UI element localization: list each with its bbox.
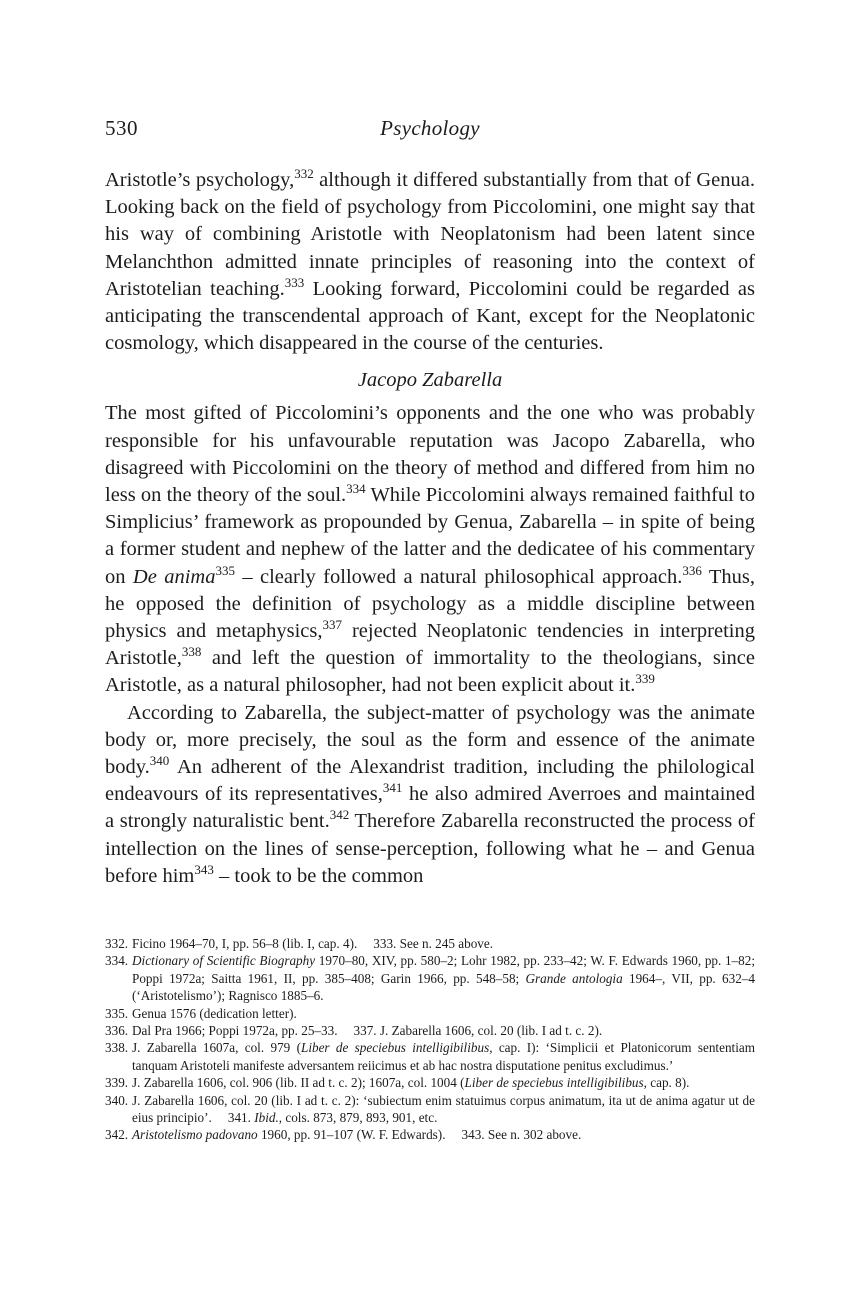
footnote-reference: 335: [215, 562, 235, 578]
text-run: According to Zabarella, the subject-matter of psychology was the animate body or, more precisely, the soul as the form and essence of the animate body.: [105, 701, 755, 779]
footnote-reference: 333: [284, 274, 305, 290]
text-run: Looking forward, Piccolomini could be regarded as anticipating the transcendental approach of Kant, except for the Neoplatonic cosmology, which disappeared in the course of the centuries.: [105, 277, 755, 355]
text-run: 1964–, VII, pp. 632–4 (‘Aristotelismo’); Ragnisco 1885–6.: [132, 970, 755, 1004]
text-run: An adherent of the Alexandrist tradition, including the philological endeavours of its representatives,: [105, 756, 755, 806]
footnote-number: 336.: [105, 1023, 129, 1039]
text-run: , cols. 873, 879, 893, 901, etc.: [278, 1110, 438, 1126]
section-heading: Jacopo Zabarella: [357, 369, 503, 392]
text-run: rejected Neoplatonic tendencies in interpreting Aristotle,: [105, 620, 755, 670]
italic-text: Aristotelismo padovano: [132, 1127, 258, 1143]
footnote: [105, 935, 755, 952]
footnote-number: 337.: [353, 1023, 380, 1039]
page-header: [105, 116, 755, 146]
footnote: [105, 1022, 755, 1039]
footnote-number: 343.: [461, 1127, 488, 1143]
footnote-reference: 338: [181, 644, 202, 660]
footnote-number: 342.: [105, 1127, 129, 1143]
text-run: J. Zabarella 1606, col. 906 (lib. II ad t. c. 2); 1607a, col. 1004 (: [132, 1075, 465, 1091]
text-run: Ficino 1964–70, I, pp. 56–8 (lib. I, cap. 4).: [132, 936, 358, 951]
footnote: [105, 1092, 755, 1127]
footnote-number: 333.: [373, 936, 400, 951]
footnote: [105, 1005, 755, 1022]
footnote-number: 332.: [105, 936, 129, 951]
footnote-reference: 343: [194, 861, 214, 877]
italic-text: De anima: [132, 565, 216, 588]
footnote-number: 334.: [105, 953, 129, 969]
footnotes: [105, 935, 755, 1144]
text-run: J. Zabarella 1606, col. 20 (lib. I ad t. c. 2): ‘subiectum enim statuimus corpus animatum, ita ut de anima agatur ut de eius principio’.: [132, 1092, 755, 1126]
paragraph: [105, 400, 755, 699]
italic-text: Grande antologia: [525, 970, 623, 986]
text-run: and left the question of immortality to the theologians, since Aristotle, as a natural philosopher, had not been explicit about it.: [105, 647, 755, 697]
footnote-number: 340.: [105, 1092, 129, 1108]
footnote: [105, 1039, 755, 1074]
footnote: [105, 952, 755, 1004]
footnote-reference: 340: [149, 753, 170, 769]
footnote-reference: 339: [635, 671, 655, 687]
footnote-reference: 342: [329, 807, 350, 823]
paragraph: [105, 167, 755, 357]
main-text: [105, 167, 755, 890]
text-run: J. Zabarella 1606, col. 20 (lib. I ad t. c. 2).: [379, 1023, 603, 1039]
footnote-number: 335.: [105, 1005, 129, 1021]
text-run: J. Zabarella 1607a, col. 979 (: [132, 1040, 301, 1056]
text-run: – clearly followed a natural philosophical approach.: [234, 565, 683, 588]
footnote-reference: 334: [346, 481, 366, 497]
text-run: Dal Pra 1966; Poppi 1972a, pp. 25–33.: [132, 1023, 338, 1039]
text-run: Therefore Zabarella reconstructed the process of intellection on the lines of sense-perception, following what he – and Genua before him: [105, 810, 755, 887]
text-run: The most gifted of Piccolomini’s opponents and the one who was probably responsible for his unfavourable reputation was Jacopo Zabarella, who disagreed with Piccolomini on the theory of method and differed from him no less on the theory of the soul.: [105, 402, 755, 507]
footnote-reference: 341: [382, 780, 403, 796]
paragraph: [105, 700, 755, 890]
text-run: See n. 245 above.: [399, 936, 494, 951]
footnote-reference: 336: [682, 562, 702, 578]
footnote-number: 341.: [227, 1110, 255, 1126]
italic-text: Liber de speciebus intelligibilibus: [464, 1075, 644, 1091]
running-head: Psychology: [380, 116, 480, 140]
text-run: See n. 302 above.: [487, 1127, 582, 1143]
text-run: Genua 1576 (dedication letter).: [132, 1005, 297, 1021]
footnote: [105, 1126, 755, 1143]
text-run: Aristotle’s psychology,: [105, 169, 295, 191]
text-run: although it differed substantially from that of Genua. Looking back on the field of psychology from Piccolomini, one might say that his way of combining Aristotle with Neoplatonism had been latent since Melanchthon admitted innate principles of reasoning into the context of Aristotelian teaching.: [105, 169, 755, 300]
text-run: he also admired Averroes and maintained a strongly naturalistic bent.: [105, 783, 755, 833]
text-run: – took to be the common: [213, 864, 424, 887]
italic-text: Liber de speciebus intelligibilibus: [300, 1040, 490, 1056]
text-run: Thus, he opposed the definition of psychology as a middle discipline between physics and metaphysics,: [105, 565, 756, 643]
footnote: [105, 1074, 755, 1091]
footnote-number: 339.: [105, 1075, 129, 1091]
text-run: , cap. I): ‘Simplicii et Platonicorum sententiam tanquam Aristoteli manifeste adversantem reiicimus et ab hac nostra disputatione penitus excludimus.’: [132, 1040, 755, 1073]
page-number: 530: [105, 116, 138, 140]
text-run: 1960, pp. 91–107 (W. F. Edwards).: [257, 1127, 446, 1143]
footnote-reference: 332: [294, 166, 314, 181]
footnote-number: 338.: [105, 1040, 129, 1056]
text-run: , cap. 8).: [643, 1075, 690, 1091]
italic-text: Ibid.: [254, 1110, 279, 1126]
footnote-reference: 337: [322, 617, 342, 633]
italic-text: Dictionary of Scientific Biography: [132, 953, 316, 969]
text-run: While Piccolomini always remained faithful to Simplicius’ framework as propounded by Genua, Zabarella – in spite of being a former student and nephew of the latter and the dedicatee of his commentary on: [105, 484, 755, 588]
text-run: 1970–80, XIV, pp. 580–2; Lohr 1982, pp. 233–42; W. F. Edwards 1960, pp. 1–82; Poppi 1972a; Saitta 1961, II, pp. 385–408; Garin 1966, pp. 548–58;: [132, 953, 756, 986]
